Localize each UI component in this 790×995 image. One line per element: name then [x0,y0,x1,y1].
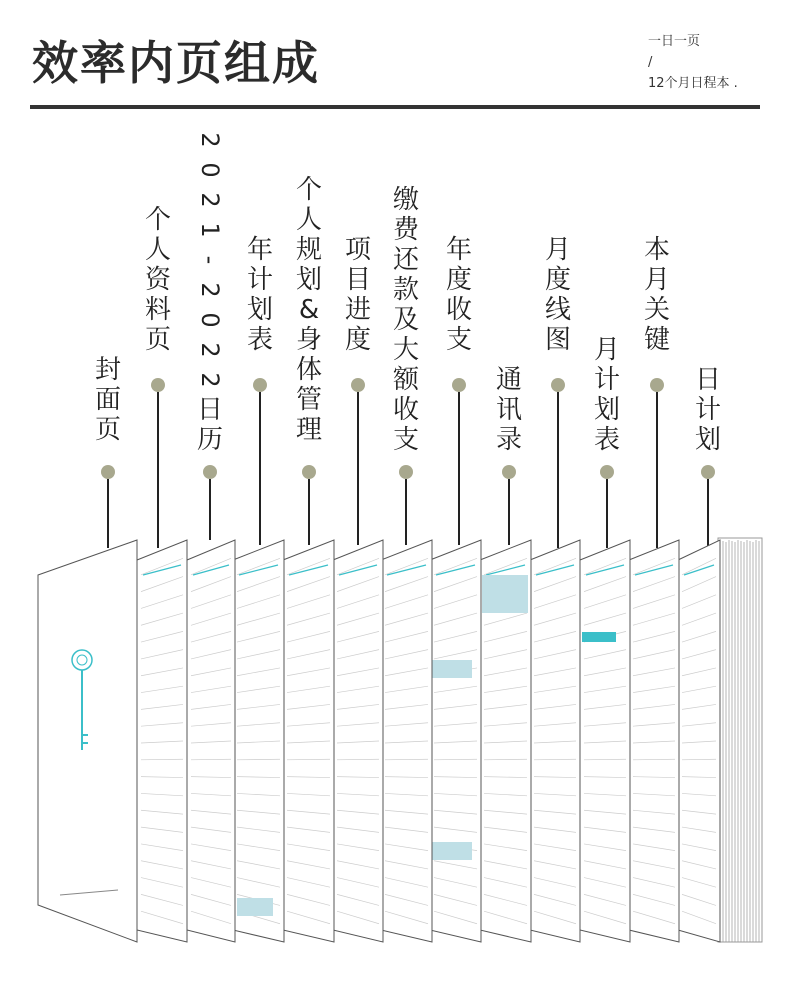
page-label-vertical-11: 本 月 关 键 [643,235,670,355]
page-sheet-9 [530,540,580,942]
page-title: 效率内页组成 [32,36,320,90]
note-line-1: 一日一页 [648,34,701,49]
page-sheet-6 [381,540,432,942]
page-label-vertical-1: 个 人 资 料 页 [144,205,171,355]
page-sheet-0 [38,540,137,942]
note-line-3: 12个月日程本 . [648,76,738,91]
page-sheet-1 [137,540,187,942]
page-sheet-12 [678,540,720,942]
page-label-vertical-5: 项 目 进 度 [344,235,371,355]
page-label-vertical-0: 封 面 页 [94,355,121,445]
page-sheet-5 [333,540,383,942]
page-sheet-3 [233,540,284,942]
page-sheet-4 [283,540,334,942]
page-sheet-2 [187,540,235,942]
page-label-vertical-6: 缴 费 还 款 及 大 额 收 支 [392,185,419,455]
page-sheet-7 [430,540,481,942]
note-line-2: / [648,55,653,70]
page-label-vertical-4: 个 人 规 划 & 身 体 管 理 [295,175,322,445]
page-label-vertical-10: 月 计 划 表 [593,335,620,455]
page-label-vertical-2: 2 0 2 1 - 2 0 2 2 日 历 [196,132,224,455]
page-label-vertical-7: 年 度 收 支 [445,235,472,355]
page-label-vertical-3: 年 计 划 表 [246,235,273,355]
page-label-vertical-12: 日 计 划 [694,365,721,455]
page-block-edge [718,538,762,942]
page-sheet-8 [480,540,531,942]
page-label-vertical-9: 月 度 线 图 [544,235,571,355]
page-label-vertical-8: 通 讯 录 [495,365,522,455]
page-sheet-11 [629,540,679,942]
